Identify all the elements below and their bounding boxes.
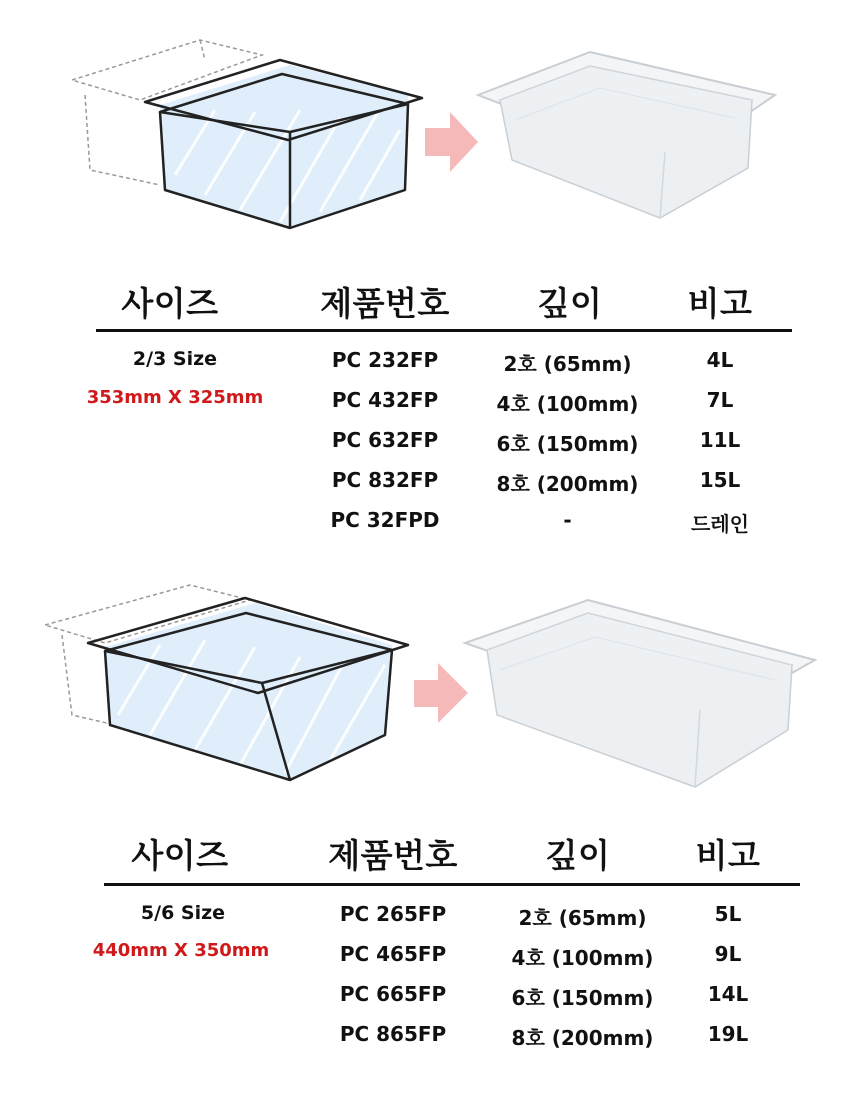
- header-note: 비고: [687, 284, 753, 323]
- note-value: 9L: [714, 942, 742, 966]
- header-depth: 깊이: [537, 284, 603, 323]
- arrow-right-icon: [425, 112, 478, 172]
- header-note: 비고: [695, 836, 761, 875]
- note-value: 14L: [707, 982, 749, 1006]
- header-depth: 깊이: [545, 836, 611, 875]
- header-size: 사이즈: [121, 284, 219, 323]
- depth-value: 4호 (100mm): [496, 392, 639, 416]
- product-number: PC 265FP: [339, 902, 447, 926]
- pan-diagram-icon: [72, 40, 422, 228]
- note-value: 4L: [706, 348, 734, 372]
- illustration-row: [0, 565, 860, 805]
- note-value: 19L: [707, 1022, 749, 1046]
- note-value: 7L: [706, 388, 734, 412]
- header-rule: [96, 329, 792, 332]
- size-label: 2/3 Size: [132, 348, 218, 370]
- depth-value: 6호 (150mm): [511, 986, 654, 1010]
- depth-value: 4호 (100mm): [511, 946, 654, 970]
- size-dimensions: 353mm X 325mm: [86, 387, 264, 408]
- clear-pan-photo: [465, 600, 815, 787]
- product-number: PC 832FP: [331, 468, 439, 492]
- illustration-row: [0, 0, 860, 260]
- clear-pan-photo: [478, 52, 775, 218]
- product-number: PC 32FPD: [330, 508, 440, 532]
- size-dimensions: 440mm X 350mm: [92, 940, 270, 961]
- depth-value: -: [563, 508, 572, 532]
- depth-value: 2호 (65mm): [503, 352, 632, 376]
- depth-value: 6호 (150mm): [496, 432, 639, 456]
- depth-value: 2호 (65mm): [518, 906, 647, 930]
- product-number: PC 865FP: [339, 1022, 447, 1046]
- header-rule: [104, 883, 800, 886]
- product-number: PC 232FP: [331, 348, 439, 372]
- product-number: PC 632FP: [331, 428, 439, 452]
- note-value: 5L: [714, 902, 742, 926]
- depth-value: 8호 (200mm): [511, 1026, 654, 1050]
- product-number: PC 465FP: [339, 942, 447, 966]
- header-product-number: 제품번호: [320, 284, 450, 323]
- size-section-5-6: [0, 565, 860, 1100]
- arrow-right-icon: [414, 663, 468, 723]
- header-product-number: 제품번호: [328, 836, 458, 875]
- note-value: 드레인: [691, 512, 749, 536]
- note-value: 15L: [699, 468, 741, 492]
- size-label: 5/6 Size: [140, 902, 226, 924]
- product-number: PC 665FP: [339, 982, 447, 1006]
- product-number: PC 432FP: [331, 388, 439, 412]
- note-value: 11L: [699, 428, 741, 452]
- depth-value: 8호 (200mm): [496, 472, 639, 496]
- pan-diagram-icon: [45, 585, 408, 780]
- header-size: 사이즈: [131, 836, 229, 875]
